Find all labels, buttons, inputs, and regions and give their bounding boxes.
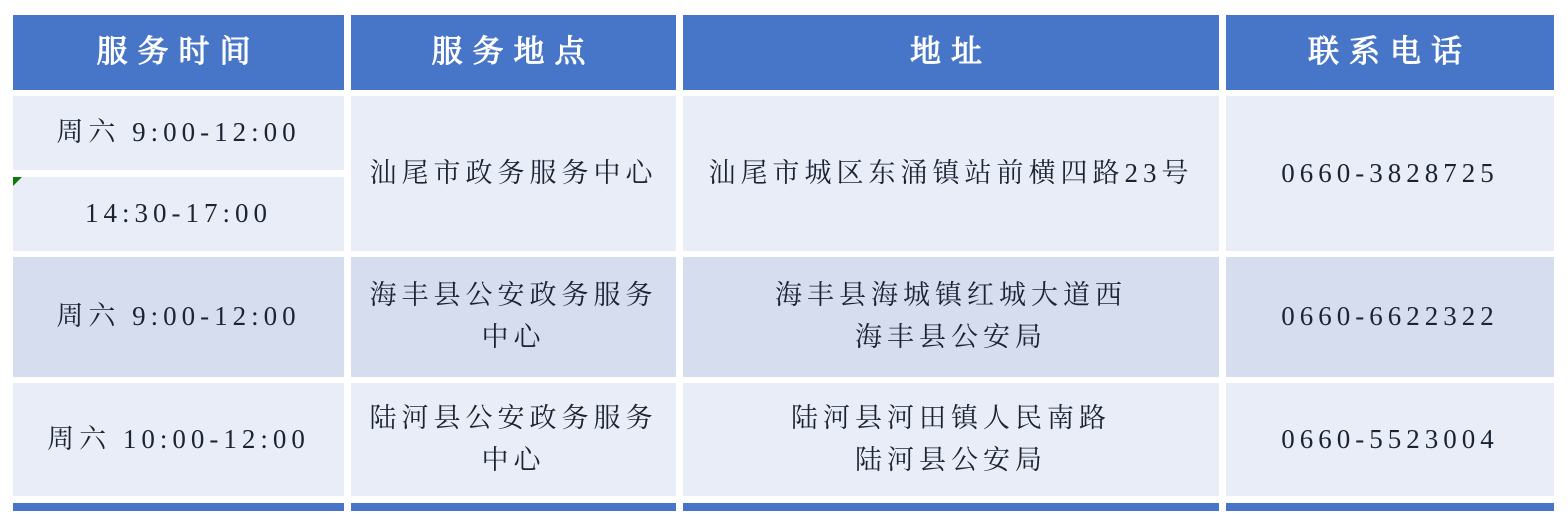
table-bottom-border <box>13 503 1554 511</box>
address-line: 陆河县河田镇人民南路 <box>791 402 1111 433</box>
location-cell: 陆河县公安政务服务中心 <box>351 383 676 496</box>
green-corner-flag-icon <box>13 177 22 186</box>
location-cell: 海丰县公安政务服务中心 <box>351 257 676 377</box>
table-row <box>13 383 1554 496</box>
location-cell: 汕尾市政务服务中心 <box>351 96 676 251</box>
bottom-border-segment <box>351 503 676 511</box>
header-cell-service-location: 服务地点 <box>351 15 676 90</box>
time-cell: 周六 9:00-12:00 <box>13 257 344 377</box>
phone-cell: 0660-6622322 <box>1226 257 1554 377</box>
address-cell <box>683 96 1219 251</box>
time-cell-morning: 周六 9:00-12:00 <box>13 96 344 170</box>
time-cell: 周六 10:00-12:00 <box>13 383 344 496</box>
time-cell-afternoon-label: 14:30-17:00 <box>85 198 272 229</box>
address-cell <box>683 383 1219 496</box>
header-cell-address: 地址 <box>683 15 1219 90</box>
service-schedule-table <box>13 15 1554 511</box>
address-line: 海丰县海城镇红城大道西 <box>775 280 1127 311</box>
address-cell <box>683 257 1219 377</box>
bottom-border-segment <box>13 503 344 511</box>
address-line: 汕尾市城区东涌镇站前横四路23号 <box>708 157 1194 188</box>
table-header-row <box>13 15 1554 90</box>
bottom-border-segment <box>683 503 1219 511</box>
header-cell-service-time: 服务时间 <box>13 15 344 90</box>
bottom-border-segment <box>1226 503 1554 511</box>
time-split-cell <box>13 96 344 251</box>
phone-cell: 0660-3828725 <box>1226 96 1554 251</box>
table-row <box>13 96 1554 251</box>
header-cell-phone: 联系电话 <box>1226 15 1554 90</box>
table-row <box>13 257 1554 377</box>
time-cell-afternoon <box>13 177 344 251</box>
address-line: 海丰县公安局 <box>855 322 1047 352</box>
phone-cell: 0660-5523004 <box>1226 383 1554 496</box>
address-line: 陆河县公安局 <box>855 444 1047 475</box>
